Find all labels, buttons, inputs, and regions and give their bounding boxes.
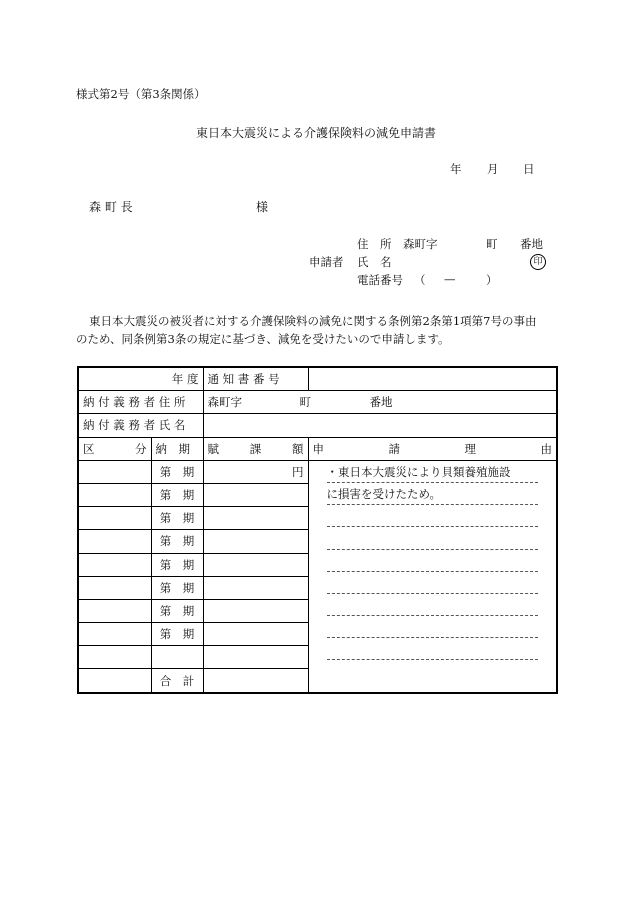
reason-line [327,594,539,616]
kubun-cell[interactable] [78,599,151,622]
total-amount-cell[interactable] [203,669,308,693]
seal-mark: 印 [530,254,546,270]
applicant-phone-label: 電話番号 [357,273,403,287]
kubun-cell[interactable] [78,553,151,576]
total-label: 合 計 [151,669,203,693]
amount-cell[interactable] [203,599,308,622]
period-label: 第 期 [151,599,203,622]
reason-line [327,527,539,549]
applicant-name-label: 氏 名 [357,255,392,269]
reason-line [327,505,539,527]
period-label: 第 期 [151,483,203,506]
col-reason-header: 申 請 理 由 [308,437,557,460]
kubun-cell[interactable] [78,646,151,669]
payer-name-value[interactable] [203,414,557,437]
applicant-label: 申請者 [309,255,344,269]
reason-line [327,550,539,572]
kubun-cell[interactable] [78,460,151,483]
year-label: 年 度 [78,367,203,391]
applicant-address-prefix: 森町字 [403,237,438,251]
amount-cell[interactable] [203,483,308,506]
amount-cell[interactable]: 円 [203,460,308,483]
period-row [78,460,557,483]
phone-open-paren: （ [414,273,426,287]
addressee-name: 森 町 長 [89,200,133,214]
date-day: 日 [523,162,535,176]
date-year: 年 [450,162,462,176]
col-fuka-header: 賦 課 額 [203,437,308,460]
kubun-cell[interactable] [78,507,151,530]
kubun-cell[interactable] [78,623,151,646]
col-nouki-header: 納 期 [151,437,203,460]
reason-line [327,572,539,594]
applicant-address-banchi: 番地 [520,237,543,251]
amount-cell[interactable] [203,646,308,669]
payer-address-prefix: 森町字 [207,395,242,410]
body-text-line-1: 東日本大震災の被災者に対する介護保険料の減免に関する条例第2条第1項第7号の事由 [89,314,537,328]
payer-address-value[interactable] [203,391,557,414]
amount-cell[interactable] [203,507,308,530]
period-label: 第 期 [151,576,203,599]
year-row [78,367,557,391]
period-label: 第 期 [151,507,203,530]
total-kubun-cell[interactable] [78,669,151,693]
period-label [151,646,203,669]
payer-name-label: 納 付 義 務 者 氏 名 [78,414,203,437]
applicant-address-town: 町 [486,237,498,251]
payer-address-banchi: 番地 [369,395,393,410]
form-number: 様式第2号（第3条関係） [76,87,206,101]
application-table [77,366,558,694]
reason-cell[interactable] [308,460,557,692]
document-title: 東日本大震災による介護保険料の減免申請書 [196,126,437,140]
kubun-cell[interactable] [78,576,151,599]
period-label: 第 期 [151,460,203,483]
amount-cell[interactable] [203,623,308,646]
payer-name-row [78,414,557,437]
payer-address-row [78,391,557,414]
kubun-cell[interactable] [78,530,151,553]
phone-dash: — [444,272,456,286]
reason-line: ・東日本大震災により貝類養殖施設 [327,461,539,483]
column-header-row [78,437,557,460]
date-month: 月 [487,162,499,176]
period-label: 第 期 [151,623,203,646]
amount-cell[interactable] [203,553,308,576]
kubun-cell[interactable] [78,483,151,506]
reason-line [327,616,539,638]
payer-address-town: 町 [299,395,311,410]
amount-cell[interactable] [203,530,308,553]
notice-number-label: 通 知 書 番 号 [203,367,308,391]
payer-address-label: 納 付 義 務 者 住 所 [78,391,203,414]
addressee-honorific: 様 [256,200,269,214]
applicant-address-label: 住 所 [357,237,392,251]
col-kubun-header: 区 分 [78,437,151,460]
amount-cell[interactable] [203,576,308,599]
body-text-line-2: のため、同条例第3条の規定に基づき、減免を受けたいので申請します。 [76,332,450,346]
reason-line [327,638,539,660]
phone-close-paren: ） [486,273,498,287]
notice-number-value[interactable] [308,367,557,391]
period-label: 第 期 [151,553,203,576]
reason-line: に損害を受けたため。 [327,483,539,505]
period-label: 第 期 [151,530,203,553]
